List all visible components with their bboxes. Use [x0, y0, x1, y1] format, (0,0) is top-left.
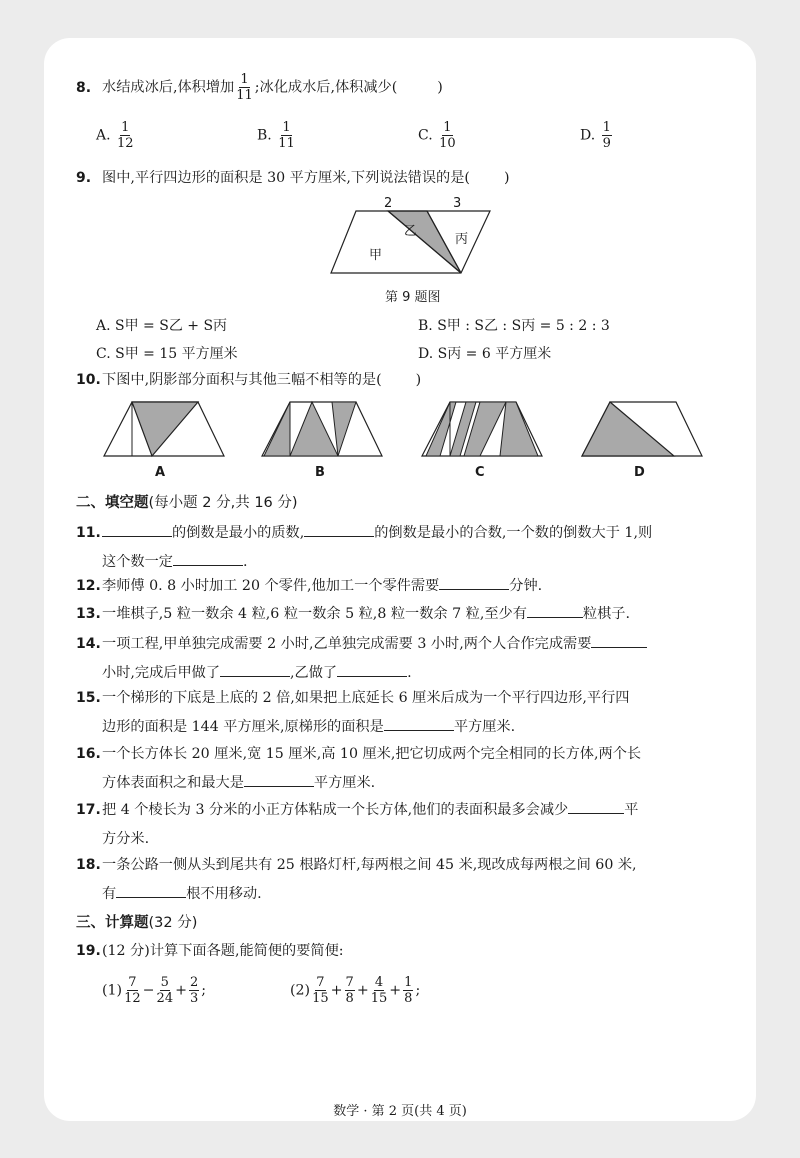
q8-opt-a-den: 12: [117, 136, 134, 151]
q11-text-c: 这个数一定: [102, 554, 173, 570]
q14-text-b: 小时,完成后甲做了: [102, 665, 221, 681]
q19-p2-f4-num: 1: [404, 975, 413, 990]
question-8: [76, 72, 726, 103]
q15-blank[interactable]: [384, 716, 454, 731]
q19-p1-f1-num: 7: [128, 975, 137, 990]
q16-text-a: 一个长方体长 20 厘米,宽 15 厘米,高 10 厘米,把它切成两个完全相同的长方体,两个长: [102, 746, 642, 762]
q9-label-bing: 丙: [455, 232, 469, 247]
q18-blank[interactable]: [116, 883, 186, 898]
question-13: [76, 600, 726, 629]
section-fill-blank-title: [76, 491, 298, 512]
q8-opt-c-den: 10: [439, 136, 456, 151]
question-16: [76, 740, 726, 798]
q8-option-c[interactable]: [418, 120, 458, 151]
q15-number: 15.: [76, 690, 101, 706]
q19-p2-f4-den: 8: [404, 991, 413, 1006]
q8-option-a[interactable]: [96, 120, 136, 151]
q10-label-a[interactable]: A: [155, 465, 166, 480]
q10-paren-close: ): [415, 372, 422, 388]
question-14: [76, 630, 726, 688]
sec2-note: (每小题 2 分,共 16 分): [148, 495, 298, 511]
q9-option-b[interactable]: B. S甲 : S乙 : S丙 = 5 : 2 : 3: [418, 318, 610, 334]
q9-paren-close: ): [503, 170, 510, 186]
q19-p1-f2-num: 5: [160, 975, 169, 990]
q19-p1-end: ;: [201, 982, 207, 999]
q12-text-b: 分钟.: [509, 578, 543, 594]
sec3-title: 三、计算题: [76, 915, 149, 931]
question-17: [76, 796, 726, 854]
q12-blank[interactable]: [439, 575, 509, 590]
q13-number: 13.: [76, 606, 101, 622]
q14-number: 14.: [76, 636, 101, 652]
q19-p2-label: (2): [290, 982, 311, 999]
q8-opt-b-num: 1: [282, 120, 291, 135]
q17-text-c: 方分米.: [102, 831, 150, 847]
q14-blank-3[interactable]: [337, 662, 407, 677]
q19-p2-f2-den: 8: [345, 991, 354, 1006]
q8-option-d[interactable]: [580, 120, 614, 151]
q19-p2-op1: +: [330, 982, 343, 999]
q9-number: 9.: [76, 170, 92, 186]
page-footer: 数学 · 第 2 页(共 4 页): [333, 1104, 467, 1119]
q16-text-b: 方体表面积之和最大是: [102, 775, 244, 791]
q17-text-a: 把 4 个棱长为 3 分米的小正方体粘成一个长方体,他们的表面积最多会减少: [102, 802, 569, 818]
sec3-note: (32 分): [148, 915, 198, 931]
q19-p2-f1-den: 15: [312, 991, 329, 1006]
q10-figure-b: [262, 402, 382, 456]
q19-text: (12 分)计算下面各题,能简便的要简便:: [102, 943, 344, 959]
q8-opt-c-label: C.: [418, 127, 433, 144]
q19-p2-f3-num: 4: [374, 975, 384, 990]
q8-opt-a-label: A.: [96, 127, 111, 144]
q11-text-b: 的倒数是最小的合数,一个数的倒数大于 1,则: [374, 525, 653, 541]
q19-p1-f1-den: 12: [124, 991, 141, 1006]
q19-part-2: [290, 975, 800, 1006]
q8-opt-d-label: D.: [580, 127, 596, 144]
q8-option-b[interactable]: [257, 120, 297, 151]
q10-label-b[interactable]: B: [315, 465, 325, 480]
q19-p2-end: ;: [415, 982, 421, 999]
q9-option-a[interactable]: A. S甲 = S乙 + S丙: [96, 318, 228, 334]
q14-text-d: .: [407, 665, 412, 681]
question-18: [76, 851, 726, 909]
section-calc-title: [76, 911, 197, 932]
q10-figure-c: [422, 402, 542, 456]
q17-blank[interactable]: [568, 799, 624, 814]
q10-label-d[interactable]: D: [634, 465, 645, 480]
q8-text-b: ;冰化成水后,体积减少(: [254, 79, 398, 96]
q8-opt-b-label: B.: [257, 127, 272, 144]
q19-p1-f2-den: 24: [156, 991, 174, 1006]
q19-p2-f3-den: 15: [370, 991, 388, 1006]
question-19: [76, 937, 726, 966]
q19-p1-f3-den: 3: [189, 991, 199, 1006]
q10-label-c[interactable]: C: [475, 465, 485, 480]
q9-label-yi: 乙: [404, 224, 418, 239]
q11-number: 11.: [76, 525, 101, 541]
q16-blank[interactable]: [244, 772, 314, 787]
sec2-title: 二、填空题: [76, 495, 149, 511]
q9-caption: 第 9 题图: [385, 290, 441, 305]
q8-text-a: 水结成冰后,体积增加: [102, 79, 235, 96]
q8-opt-d-num: 1: [602, 120, 611, 135]
q13-blank[interactable]: [527, 603, 583, 618]
q12-text-a: 李师傅 0. 8 小时加工 20 个零件,他加工一个零件需要: [102, 578, 440, 594]
q8-opt-b-den: 11: [278, 136, 295, 151]
question-10: [76, 366, 726, 395]
q19-p2-op2: +: [356, 982, 369, 999]
q9-text: 图中,平行四边形的面积是 30 平方厘米,下列说法错误的是(: [102, 170, 470, 186]
q8-opt-d-den: 9: [602, 136, 611, 151]
q9-label-jia: 甲: [369, 248, 383, 263]
q8-paren-close: ): [437, 79, 443, 96]
q8-frac-num: 1: [240, 72, 249, 87]
q11-blank-3[interactable]: [173, 551, 243, 566]
q13-text-b: 粒棋子.: [582, 606, 630, 622]
q19-number: 19.: [76, 943, 101, 959]
q17-text-b: 平: [624, 802, 639, 818]
q8-frac-den: 11: [236, 88, 253, 103]
q19-p2-f1-num: 7: [316, 975, 325, 990]
q19-p1-label: (1): [102, 982, 123, 999]
question-11: 11. 的倒数是最小的质数, 的倒数是最小的合数,一个数的倒数大于 1,则 这个数一定 .: [76, 519, 726, 577]
q18-text-a: 一条公路一侧从头到尾共有 25 根路灯杆,每两根之间 45 米,现改成每两根之间 60 米,: [102, 857, 637, 873]
q14-blank-2[interactable]: [220, 662, 290, 677]
q19-p2-op3: +: [389, 982, 402, 999]
q9-label-3: 3: [453, 196, 462, 211]
q19-p2-f2-num: 7: [345, 975, 354, 990]
q10-number: 10.: [76, 372, 101, 388]
q8-opt-c-num: 1: [443, 120, 452, 135]
q18-text-c: 根不用移动.: [186, 886, 262, 902]
q15-text-c: 平方厘米.: [453, 719, 516, 735]
q10-figure-a: [104, 402, 224, 456]
q18-number: 18.: [76, 857, 101, 873]
q16-number: 16.: [76, 746, 101, 762]
q9-option-c[interactable]: C. S甲 = 15 平方厘米: [96, 346, 238, 362]
q19-p1-f3-num: 2: [189, 975, 199, 990]
q14-text-a: 一项工程,甲单独完成需要 2 小时,乙单独完成需要 3 小时,两个人合作完成需要: [102, 636, 592, 652]
question-15: [76, 684, 726, 742]
q19-p1-op2: +: [175, 982, 187, 999]
q10-figure-d: [582, 402, 702, 456]
q13-text-a: 一堆棋子,5 粒一数余 4 粒,6 粒一数余 5 粒,8 粒一数余 7 粒,至少有: [102, 606, 527, 622]
q15-text-b: 边形的面积是 144 平方厘米,原梯形的面积是: [102, 719, 384, 735]
q10-figures: [100, 398, 710, 460]
q8-fraction: [236, 72, 253, 103]
q14-text-c: ,乙做了: [290, 665, 338, 681]
q8-number: 8.: [76, 79, 92, 96]
question-9: [76, 164, 726, 193]
q9-label-2: 2: [384, 196, 393, 211]
q10-text: 下图中,阴影部分面积与其他三幅不相等的是(: [102, 372, 382, 388]
q9-option-d[interactable]: D. S丙 = 6 平方厘米: [418, 346, 552, 362]
q14-blank-1[interactable]: [591, 633, 647, 648]
q17-number: 17.: [76, 802, 101, 818]
q11-blank-2[interactable]: [304, 522, 374, 537]
q15-text-a: 一个梯形的下底是上底的 2 倍,如果把上底延长 6 厘米后成为一个平行四边形,平行四: [102, 690, 630, 706]
q11-blank-1[interactable]: [102, 522, 172, 537]
q19-p1-op1: −: [142, 982, 155, 999]
q12-number: 12.: [76, 578, 101, 594]
q8-opt-a-num: 1: [121, 120, 130, 135]
q11-text-a: 的倒数是最小的质数,: [172, 525, 305, 541]
question-12: [76, 572, 726, 601]
q16-text-c: 平方厘米.: [313, 775, 376, 791]
q18-text-b: 有: [102, 886, 117, 902]
